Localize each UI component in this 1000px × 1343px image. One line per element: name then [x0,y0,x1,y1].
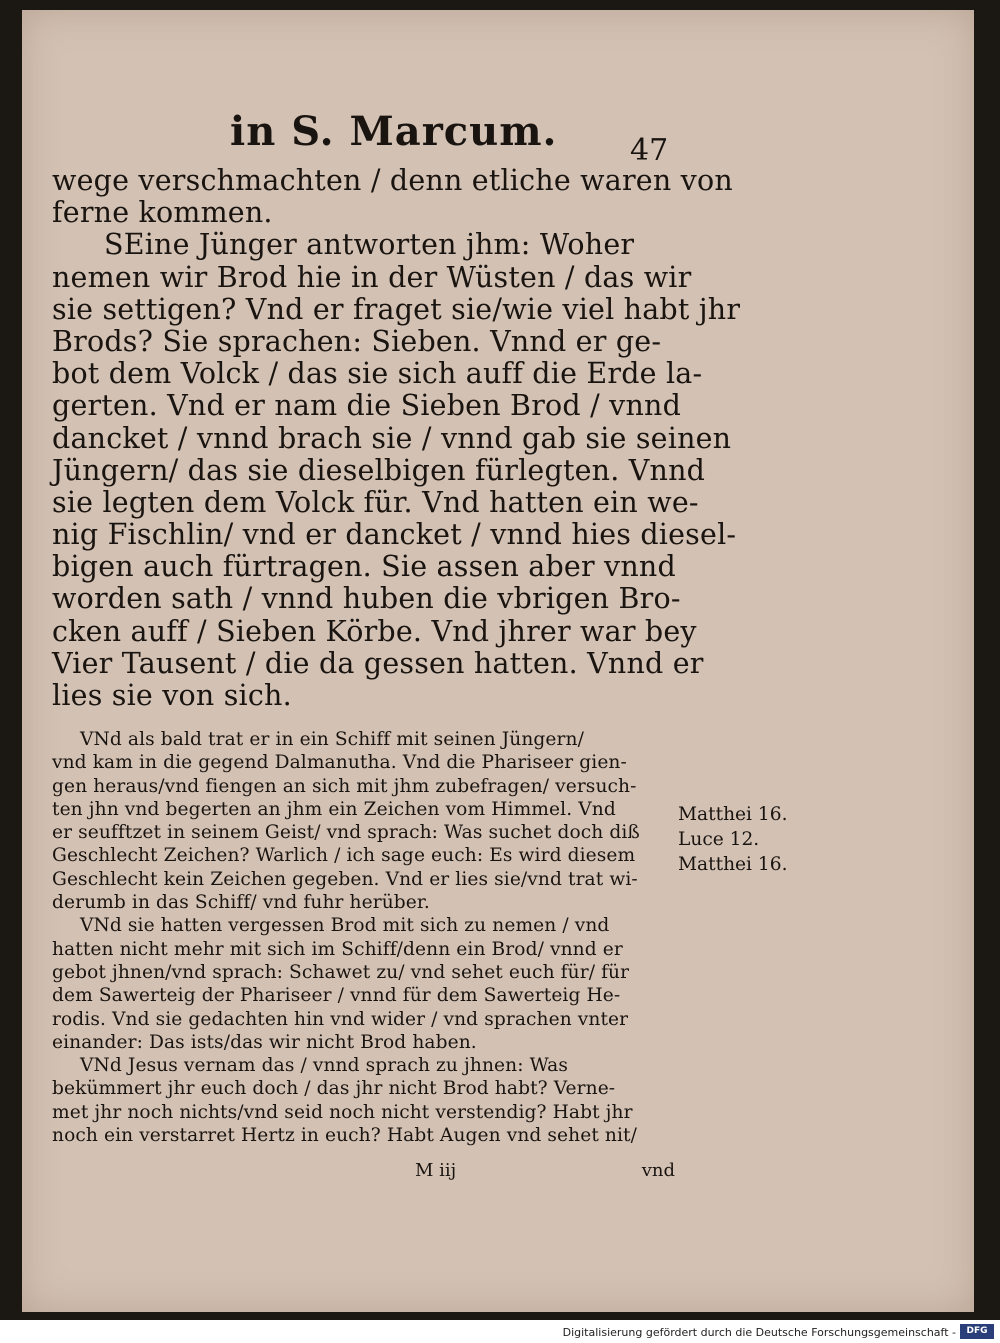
margin-notes [678,802,787,877]
text-line: rodis. Vnd sie gedachten hin vnd wider / vnd sprachen vnter [52,1008,629,1030]
commentary-text-block [52,728,692,1147]
text-line: bot dem Volck / das sie sich auff die Erde la- [52,357,703,391]
text-line: vnd kam in die gegend Dalmanutha. Vnd die Phariseer gien- [52,752,627,774]
text-line: gerten. Vnd er nam die Sieben Brod / vnnd [52,389,682,423]
text-line: Brods? Sie sprachen: Sieben. Vnnd er ge- [52,324,662,358]
text-line: hatten nicht mehr mit sich im Schiff/denn ein Brod/ vnnd er [52,938,623,960]
text-line: worden sath / vnnd huben die vbrigen Bro- [52,582,681,616]
text-line: nig Fischlin/ vnd er dancket / vnnd hies diesel- [52,518,737,552]
text-line: Jüngern/ das sie dieselbigen fürlegten. Vnnd [52,453,706,487]
text-line: VNd als bald trat er in ein Schiff mit seinen Jüngern/ [80,729,584,750]
text-line: noch ein verstarret Hertz in euch? Habt Augen vnd sehet nit/ [52,1125,637,1147]
margin-note: Luce 12. [678,829,760,850]
text-line: Geschlecht kein Zeichen gegeben. Vnd er lies sie/vnd trat wi- [52,868,638,890]
text-line: VNd Jesus vernam das / vnnd sprach zu jhnen: Was [80,1055,569,1077]
text-line: Vier Tausent / die da gessen hatten. Vnnd er [52,646,704,680]
main-text-block [52,164,741,712]
text-line: sie legten dem Volck für. Vnd hatten ein we- [52,485,699,519]
text-line: bigen auch fürtragen. Sie assen aber vnnd [52,550,676,584]
text-line: lies sie von sich. [52,679,292,712]
text-line: wege verschmachten / denn etliche waren von [52,164,733,197]
signature-mark: M iij [415,1160,457,1181]
text-line: gebot jhnen/vnd sprach: Schawet zu/ vnd sehet euch für/ für [52,961,630,983]
text-line: nemen wir Brod hie in der Wüsten / das wir [52,260,692,294]
text-line: derumb in das Schiff/ vnd fuhr herüber. [52,892,430,914]
catchword: vnd [641,1160,675,1181]
page-foot [415,1160,675,1186]
text-line: SEine Jünger antworten jhm: Woher [104,228,635,262]
text-line: ferne kommen. [52,196,273,230]
running-title: in S. Marcum. [230,108,558,155]
funding-notice: Digitalisierung gefördert durch die Deutsche Forschungsgemeinschaft - [562,1326,956,1339]
text-line: cken auff / Sieben Körbe. Vnd jhrer war bey [52,614,697,648]
text-line: sie settigen? Vnd er fraget sie/wie viel habt jhr [52,292,741,326]
text-line: dancket / vnnd brach sie / vnnd gab sie seinen [52,421,732,455]
footer-bar [0,1320,1000,1343]
margin-note: Matthei 16. [678,804,788,825]
dfg-logo: DFG [960,1324,994,1339]
text-line: VNd sie hatten vergessen Brod mit sich zu nemen / vnd [80,915,610,937]
text-line: dem Sawerteig der Phariseer / vnnd für dem Sawerteig He- [52,985,621,1007]
text-line: gen heraus/vnd fiengen an sich mit jhm zubefragen/ versuch- [52,775,637,797]
text-line: bekümmert jhr euch doch / das jhr nicht Brod habt? Verne- [52,1078,616,1100]
text-line: er seufftzet in seinem Geist/ vnd sprach: Was suchet doch diß [52,822,640,844]
text-line: einander: Das ists/das wir nicht Brod haben. [52,1031,477,1053]
page-number: 47 [630,133,669,168]
text-line: ten jhn vnd begerten an jhm ein Zeichen vom Himmel. Vnd [52,798,616,820]
margin-note: Matthei 16. [678,854,788,875]
text-line: met jhr noch nichts/vnd seid noch nicht verstendig? Habt jhr [52,1101,633,1123]
text-line: Geschlecht Zeichen? Warlich / ich sage euch: Es wird diesem [52,845,636,867]
